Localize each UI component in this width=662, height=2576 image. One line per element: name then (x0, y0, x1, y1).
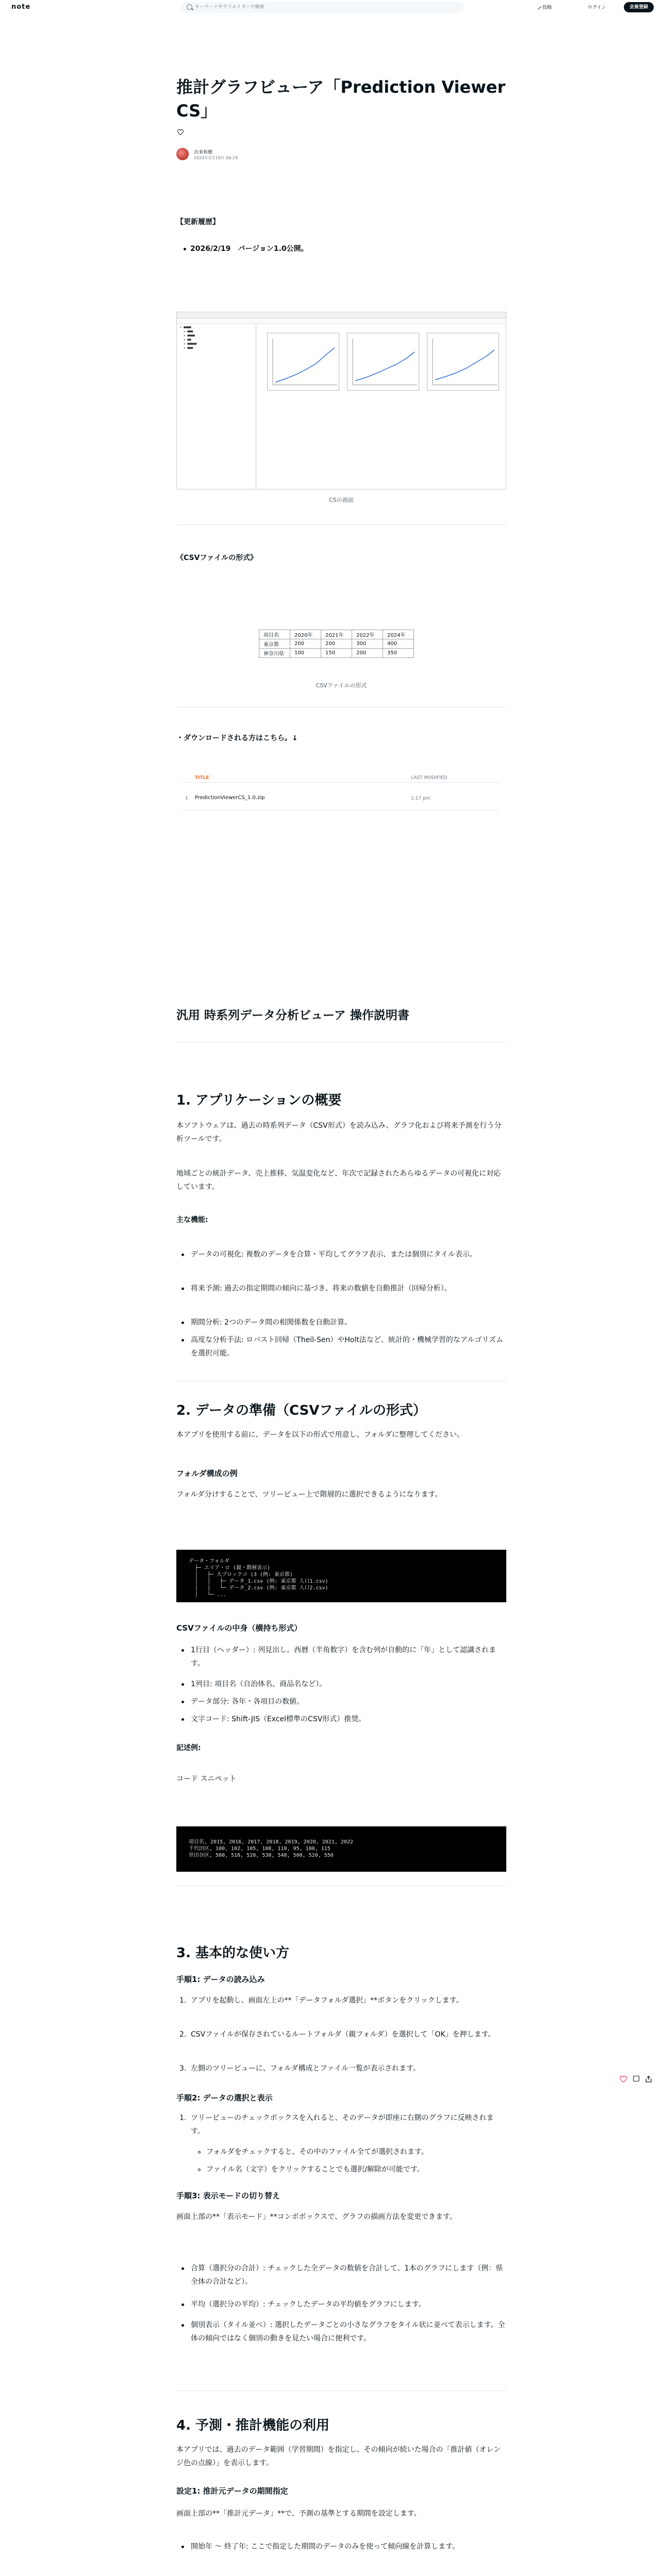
like-heart-icon[interactable] (620, 2076, 627, 2082)
table-cell: 神奈川県 (259, 649, 290, 658)
section-4-p: 本アプリでは、過去のデータ範囲（学習期間）を指定し、その傾向が続いた場合の「推計値（オレンジ色の点線）」を表示します。 (176, 2446, 501, 2467)
list-item (191, 1643, 506, 1670)
file-title-header: TITLE (195, 775, 209, 781)
download-file-link[interactable]: PredictionViewerCS_1.0.zip (195, 795, 265, 801)
folder-p: フォルダ分けすることで、ツリービュー上で階層的に選択できるようになります。 (176, 1490, 442, 1499)
table-cell: 350 (383, 649, 414, 658)
screenshot-tree: ▾ ■■■■ ▸ ■■■ ▸ ■■■■ ▸ ■■ ▸ ■■■■■ ▸ ■■■ (179, 325, 256, 488)
list-item (191, 1282, 506, 1295)
list-item: 3. 左側のツリービューに、フォルダ構成とファイル一覧が表示されます。 (179, 2064, 421, 2073)
example-label: 記述例: (176, 1744, 201, 1752)
update-item (184, 242, 493, 256)
list-item: 1. ツリービューのチェックボックスを入れると、そのデータが即座に右側のグラフに反映されます。 (179, 2114, 494, 2136)
csv-snippet-code: 項目名, 2015, 2016, 2017, 2018, 2019, 2020, 2021, 2022 千代田区, 100, 102, 105, 108, 110, 95, 100, 115 世田谷区, 500, 510, 520, 530, 540, 500, 520, 550 (176, 1826, 506, 1872)
list-item (191, 1248, 506, 1261)
table-cell: 2021年 (321, 630, 352, 639)
screenshot-toolbar (177, 319, 506, 324)
table-cell: 200 (321, 639, 352, 649)
section-1-p2: 地域ごとの統計データ、売上推移、気温変化など、年次で記録されたあらゆるデータの可視化に対応しています。 (176, 1170, 501, 1191)
folder-label: フォルダ構成の例 (176, 1469, 238, 1478)
step3-p: 画面上部の**「表示モード」**コンボボックスで、グラフの描画方法を変更できます。 (176, 2213, 457, 2221)
list-item-text: データの可視化: 複数のデータを合算・平均してグラフ表示、または個別にタイル表示。 (191, 1250, 477, 1259)
update-heading: 【更新履歴】 (176, 218, 220, 226)
list-item (191, 1713, 506, 1726)
table-cell: 100 (290, 649, 321, 658)
table-row (259, 649, 414, 658)
share-icon[interactable] (646, 2076, 652, 2082)
list-item (191, 2298, 506, 2311)
list-item-text: 左側のツリービューに、フォルダ構成とファイル一覧が表示されます。 (191, 2064, 421, 2073)
search-bar[interactable] (180, 2, 464, 13)
site-header (0, 0, 662, 14)
features-label: 主な機能: (176, 1216, 208, 1224)
list-item-text: フォルダをチェックすると、その中のファイル全てが選択されます。 (206, 2148, 428, 2156)
manual-title: 汎用 時系列データ分析ビューア 操作説明書 (176, 1009, 409, 1022)
list-item (191, 2262, 506, 2289)
table-row (259, 630, 414, 639)
csv-format-heading: 《CSVファイルの形式》 (176, 554, 258, 562)
list-item-text: 将来予測: 過去の指定期間の傾向に基づき、将来の数値を自動推計（回帰分析）。 (191, 1284, 452, 1293)
list-item-text: 1列目: 項目名（自治体名、商品名など）。 (191, 1680, 327, 1688)
list-item (191, 1316, 506, 1329)
table-cell: 400 (383, 639, 414, 649)
list-item-text: ツリービューのチェックボックスを入れると、そのデータが即座に右側のグラフに反映されます。 (191, 2114, 494, 2136)
table-cell: 300 (352, 639, 383, 649)
table-cell: 2022年 (352, 630, 383, 639)
post-label: 投稿 (542, 5, 552, 10)
list-item-text: CSVファイルが保存されているルートフォルダ（親フォルダ）を選択して「OK」を押します。 (191, 2030, 495, 2039)
section-2-title: 2. データの準備（CSVファイルの形式） (176, 1403, 426, 1418)
step2-heading: 手順2: データの選択と表示 (176, 2093, 273, 2103)
list-item: 1. アプリを起動し、画面左上の**「データフォルダ選択」**ボタンをクリックします。 (179, 1996, 464, 2005)
setting1-heading: 設定1: 推計元データの期間指定 (176, 2486, 288, 2496)
author-name[interactable]: 出来和穂 (194, 150, 213, 155)
csv-content-label: CSVファイルの中身（横持ち形式） (176, 1623, 302, 1633)
list-item (191, 2540, 506, 2553)
download-file-icon: ⇓ (185, 795, 189, 801)
table-cell: 200 (352, 649, 383, 658)
screenshot-chart-2 (347, 333, 419, 391)
table-cell: 2024年 (383, 630, 414, 639)
signup-button[interactable]: 会員登録 (624, 2, 654, 12)
screenshot-chart-1 (267, 333, 339, 391)
setting1-p: 画面上部の**「推計元データ」**で、予測の基準とする期間を設定します。 (176, 2510, 421, 2518)
list-item-text: 高度な分析手法: ロバスト回帰（Theil-Sen）やHolt法など、統計的・機械学習的なアルゴリズムを選択可能。 (191, 1336, 504, 1358)
download-text: ・ダウンロードされる方はこちら。↓ (176, 734, 298, 742)
list-item-text: 平均（選択分の平均）: チェックしたデータの平均値をグラフにします。 (191, 2300, 426, 2309)
screenshot-chart-3 (427, 333, 499, 391)
table-cell: 項目名 (259, 630, 290, 639)
table-cell: 150 (321, 649, 352, 658)
like-heart-icon[interactable] (177, 129, 184, 135)
note-logo[interactable]: note (11, 3, 31, 11)
section-3-title: 3. 基本的な使い方 (176, 1945, 290, 1961)
divider (176, 524, 506, 525)
csv-format-table (259, 630, 414, 658)
table-cell: 2020年 (290, 630, 321, 639)
section-1-p1: 本ソフトウェアは、過去の時系列データ（CSV形式）を読み込み、グラフ化および将来予測を行う分析ツールです。 (176, 1122, 502, 1143)
list-item-text: アプリを起動し、画面左上の**「データフォルダ選択」**ボタンをクリックします。 (191, 1996, 464, 2005)
table-row (259, 639, 414, 649)
csv-caption: CSVファイルの形式 (316, 682, 367, 689)
table-cell: 東京都 (259, 639, 290, 649)
sub-list-item (206, 2145, 506, 2159)
pen-icon (535, 4, 541, 9)
list-item-text: データ部分: 各年・各項目の数値。 (191, 1698, 304, 1706)
comment-icon[interactable] (633, 2076, 639, 2081)
folder-tree-code: データ・フォルダ ├─ エリア・ロ (親・階層表示) │ ├─ 大プロックコ (3 (例: 東京都) │ │ ├─ データ_1.csv (例: 東京都 人口1.csv) │ │ └─ データ_2.csv (例: 東京都 人口2.csv) │ └─ ... (176, 1550, 506, 1602)
list-item-text: 個別表示（タイル並べ）: 選択したデータごとの小さなグラフをタイル状に並べて表示します。全体の傾向ではなく個別の動きを見たい場合に便利です。 (191, 2321, 505, 2343)
update-item-text: 2026/2/19 バージョン1.0公開。 (190, 245, 308, 253)
author-avatar[interactable] (176, 148, 189, 160)
list-item-text: ファイル名（文字）をクリックすることでも選択/解除が可能です。 (206, 2165, 424, 2174)
search-icon (187, 4, 192, 10)
screenshot-caption: CSの画面 (329, 497, 354, 503)
side-action-bar (620, 2075, 656, 2085)
section-1-title: 1. アプリケーションの概要 (176, 1093, 342, 1108)
list-item (191, 2318, 506, 2345)
snippet-label: コード スニペット (176, 1775, 237, 1783)
list-item-text: 1行目（ヘッダー）: 列見出し。西暦（半角数字）を含む列が自動的に「年」として認識されます。 (191, 1646, 496, 1668)
list-item-text: 文字コード: Shift-JIS（Excel標準のCSV形式）推奨。 (191, 1715, 366, 1723)
post-button[interactable] (536, 4, 552, 10)
step1-heading: 手順1: データの読み込み (176, 1975, 265, 1984)
list-item-text: 開始年 ～ 終了年: ここで指定した期間のデータのみを使って傾向線を計算します。 (191, 2543, 459, 2551)
login-link[interactable]: ログイン (588, 5, 606, 10)
sub-list-item (206, 2163, 506, 2176)
list-item: 2. CSVファイルが保存されているルートフォルダ（親フォルダ）を選択して「OK」を押します。 (179, 2030, 495, 2039)
divider (183, 782, 500, 783)
section-2-p1: 本アプリを使用する前に、データを以下の形式で用意し、フォルダに整理してください。 (176, 1431, 465, 1439)
section-4-title: 4. 予測・推計機能の利用 (176, 2418, 330, 2433)
post-date: 2024年2月19日 06:29 (194, 156, 238, 160)
list-item (191, 1677, 506, 1691)
list-item-text: 期間分析: 2つのデータ間の相関係数を自動計算。 (191, 1318, 352, 1327)
article-title: 推計グラフビューア「Prediction Viewer CS」 (176, 77, 506, 121)
search-input[interactable] (195, 3, 453, 11)
list-item-text: 合算（選択分の合計）: チェックした全データの数値を合計して、1本のグラフにします（例：県全体の合計など）。 (191, 2264, 503, 2286)
file-modified-header: LAST MODIFIED (411, 775, 448, 781)
step3-heading: 手順3: 表示モードの切り替え (176, 2191, 280, 2200)
screenshot-titlebar (177, 312, 506, 318)
table-cell: 200 (290, 639, 321, 649)
app-screenshot (176, 312, 506, 489)
list-item (191, 1695, 506, 1708)
file-date: 1:17 pm (411, 796, 431, 801)
list-item (191, 1333, 506, 1360)
